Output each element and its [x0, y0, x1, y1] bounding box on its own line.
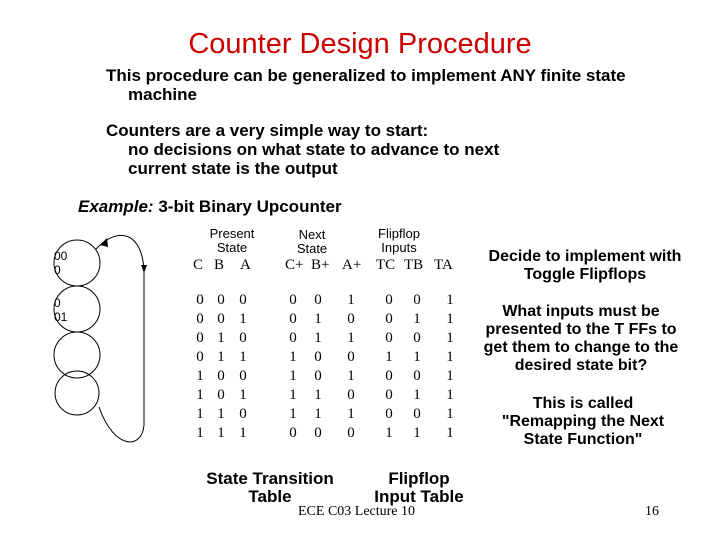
table-cell: 0 [347, 425, 355, 441]
table-cell: 0 [196, 330, 204, 346]
table-cell: 0 [347, 349, 355, 365]
table-cell: 1 [446, 311, 454, 327]
intro-paragraph [106, 66, 706, 104]
arrow-head [141, 265, 147, 273]
table-cell: 0 [413, 330, 421, 346]
table-cell: 1 [314, 387, 322, 403]
table-cell: 0 [385, 387, 393, 403]
table-cell: 1 [217, 406, 225, 422]
col-header-b-next: B+ [311, 257, 330, 273]
example-text: 3-bit Binary Upcounter [158, 197, 342, 216]
col-header-c: C [193, 257, 204, 273]
table-cell: 0 [385, 311, 393, 327]
what-inputs-note: What inputs must be presented to the T FFs to get them to change to the desired state bit? [483, 303, 679, 374]
table-cell: 1 [347, 292, 355, 308]
table-cell: 1 [347, 406, 355, 422]
counters-line-1: Counters are a very simple way to start: [106, 121, 429, 140]
table-cell: 0 [314, 349, 322, 365]
table-cell: 0 [347, 311, 355, 327]
table-cell: 0 [217, 387, 225, 403]
remapping-note: This is called "Remapping the Next State Function" [501, 395, 665, 448]
state-transition-caption: State Transition Table [206, 469, 334, 506]
flipflop-inputs-header: Flipflop Inputs [378, 226, 420, 255]
table-cell: 0 [239, 292, 247, 308]
table-cell: 0 [289, 330, 297, 346]
table-cell: 1 [385, 349, 393, 365]
table-cell: 1 [239, 425, 247, 441]
table-cell: 1 [196, 425, 204, 441]
intro-line-1: This procedure can be generalized to implement ANY finite state [106, 66, 626, 85]
state-node-1-label: 00 0 [54, 249, 68, 277]
col-header-a: A [240, 257, 251, 273]
example-heading [78, 197, 342, 217]
table-cell: 1 [217, 330, 225, 346]
table-cell: 1 [239, 349, 247, 365]
table-cell: 0 [239, 368, 247, 384]
table-cell: 0 [239, 406, 247, 422]
col-header-tb: TB [404, 257, 424, 273]
table-cell: 1 [446, 368, 454, 384]
table-cell: 1 [347, 330, 355, 346]
table-cell: 1 [217, 425, 225, 441]
col-header-tc: TC [376, 257, 396, 273]
table-cell: 1 [314, 311, 322, 327]
col-header-a-next: A+ [342, 257, 362, 273]
table-cell: 1 [239, 311, 247, 327]
col-header-c-next: C+ [285, 257, 304, 273]
table-cell: 0 [385, 406, 393, 422]
table-cell: 1 [347, 368, 355, 384]
table-cell: 1 [446, 387, 454, 403]
table-cell: 0 [413, 368, 421, 384]
table-cell: 0 [289, 425, 297, 441]
table-cell: 1 [314, 330, 322, 346]
next-state-header: Next State [296, 227, 328, 256]
state-node-2-label: 0 01 [54, 296, 68, 324]
table-cell: 0 [385, 330, 393, 346]
table-cell: 1 [446, 349, 454, 365]
table-cell: 1 [413, 349, 421, 365]
table-cell: 0 [196, 311, 204, 327]
table-cell: 0 [239, 330, 247, 346]
table-cell: 1 [413, 387, 421, 403]
table-cell: 1 [314, 406, 322, 422]
arrow-head [100, 238, 108, 247]
table-cell: 1 [289, 349, 297, 365]
table-cell: 0 [413, 292, 421, 308]
table-cell: 0 [413, 406, 421, 422]
table-cell: 1 [289, 368, 297, 384]
table-cell: 0 [289, 292, 297, 308]
table-cell: 0 [385, 368, 393, 384]
table-cell: 1 [446, 330, 454, 346]
table-cell: 1 [385, 425, 393, 441]
table-cell: 1 [446, 406, 454, 422]
transition-arc [96, 235, 144, 270]
decide-note: Decide to implement with Toggle Flipflops [488, 248, 682, 283]
table-cell: 1 [446, 425, 454, 441]
table-cell: 0 [314, 425, 322, 441]
table-cell: 1 [446, 292, 454, 308]
counters-line-2: no decisions on what state to advance to next [128, 140, 500, 159]
table-cell: 0 [289, 311, 297, 327]
table-cell: 0 [385, 292, 393, 308]
table-cell: 1 [217, 349, 225, 365]
table-cell: 1 [289, 387, 297, 403]
table-cell: 1 [196, 387, 204, 403]
table-cell: 1 [413, 425, 421, 441]
table-cell: 0 [217, 292, 225, 308]
table-cell: 0 [217, 368, 225, 384]
footer-course: ECE C03 Lecture 10 [298, 504, 416, 519]
flipflop-input-caption: Flipflop Input Table [374, 469, 464, 506]
table-cell: 1 [239, 387, 247, 403]
counters-line-3: current state is the output [128, 159, 338, 178]
page-number: 16 [645, 504, 659, 519]
table-cell: 1 [413, 311, 421, 327]
present-state-header: Present State [209, 226, 255, 255]
table-cell: 1 [196, 406, 204, 422]
table-cell: 1 [196, 368, 204, 384]
table-cell: 0 [196, 349, 204, 365]
table-cell: 0 [347, 387, 355, 403]
intro-line-2: machine [128, 85, 197, 104]
counters-paragraph [106, 121, 706, 178]
table-cell: 0 [314, 292, 322, 308]
slide-title: Counter Design Procedure [188, 28, 532, 60]
table-cell: 0 [314, 368, 322, 384]
example-label: Example: [78, 197, 154, 216]
col-header-ta: TA [434, 257, 453, 273]
table-cell: 1 [289, 406, 297, 422]
state-table-body [0, 292, 470, 452]
table-cell: 0 [217, 311, 225, 327]
col-header-b: B [214, 257, 225, 273]
table-cell: 0 [196, 292, 204, 308]
